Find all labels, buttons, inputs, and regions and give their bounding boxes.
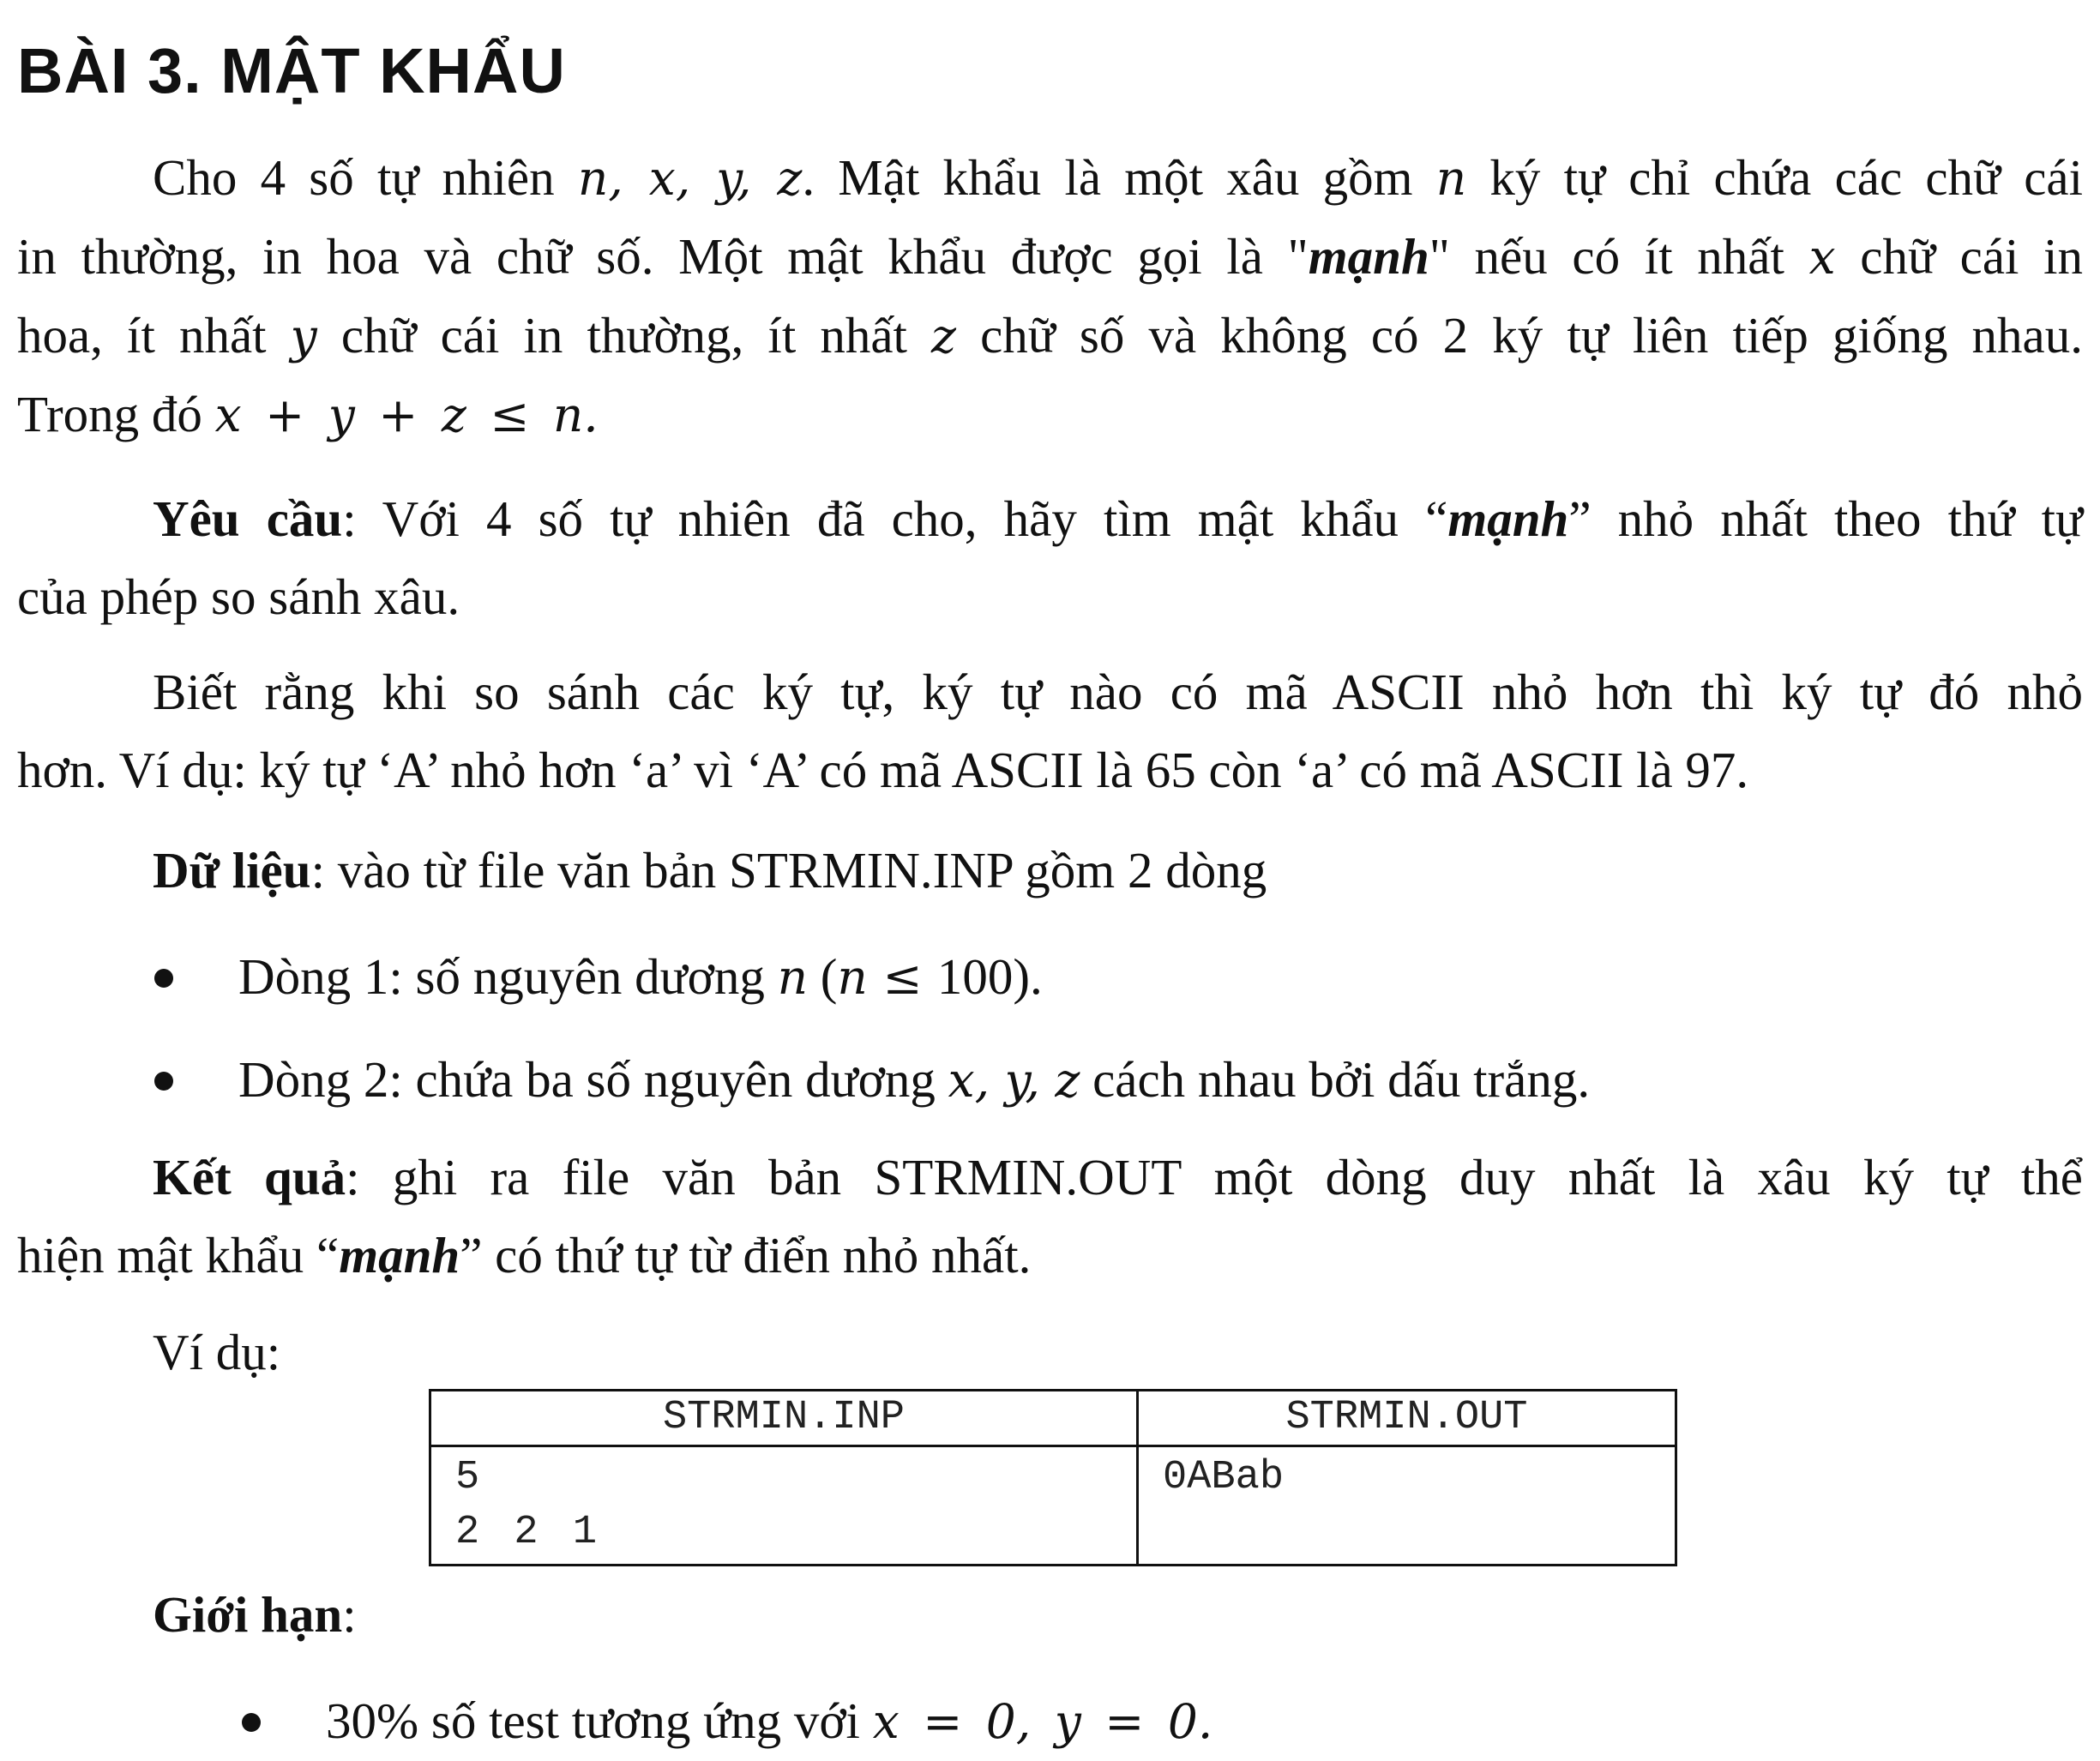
request-text: : Với 4 số tự nhiên đã cho, hãy tìm mật khẩu “ <box>342 490 1448 547</box>
note-line-2: hơn. Ví dụ: ký tự ‘A’ nhỏ hơn ‘a’ vì ‘A’ có mã ASCII là 65 còn ‘a’ có mã ASCII là 97. <box>17 742 1749 798</box>
math-inequality: n ≤ <box>837 950 937 1005</box>
table-header: STRMIN.OUT <box>1138 1391 1676 1446</box>
bullet-dot <box>154 969 173 988</box>
bullet-dot <box>154 1072 173 1091</box>
table-header: STRMIN.INP <box>430 1391 1138 1446</box>
example-label: Ví dụ: <box>153 1324 281 1380</box>
sample-io-table <box>429 1389 1677 1566</box>
limits-line <box>17 1576 2083 1654</box>
math-variable: n <box>1435 151 1467 206</box>
intro-text: . Mật khẩu là một xâu gồm <box>802 149 1436 206</box>
bullet-text-part: Dòng 1: số nguyên dương <box>238 948 778 1005</box>
intro-text: chữ cái in thường, ít nhất <box>316 307 932 364</box>
bullet-text <box>238 938 1043 1017</box>
emphasis-strong: mạnh <box>1308 228 1429 285</box>
request-line-1 <box>17 480 2083 558</box>
intro-text: " nếu có ít nhất <box>1429 228 1809 285</box>
emphasis-strong: mạnh <box>339 1227 460 1283</box>
bullet-text <box>238 1041 1590 1120</box>
input-paragraph <box>17 832 2083 910</box>
request-line-2: của phép so sánh xâu. <box>17 568 460 625</box>
output-line-2 <box>17 1217 2083 1295</box>
intro-text: Cho 4 số tự nhiên <box>153 149 578 206</box>
request-paragraph <box>17 480 2083 636</box>
bullet-text-part: Dòng 2: chứa ba số nguyên dương <box>238 1051 948 1108</box>
bullet-text-part: 100). <box>936 948 1043 1005</box>
math-variable: z <box>931 309 956 364</box>
input-label: Dữ liệu <box>153 842 311 899</box>
ascii-note-paragraph <box>17 653 2083 809</box>
input-text: : vào từ file văn bản STRMIN.INP gồm 2 dòng <box>310 842 1267 899</box>
limits-label: Giới hạn <box>153 1586 343 1643</box>
emphasis-strong: mạnh <box>1447 490 1569 547</box>
output-paragraph <box>17 1139 2083 1295</box>
math-variable: y <box>290 309 317 364</box>
bullet-text-part: ( <box>808 948 838 1005</box>
bullet-text <box>326 1682 1212 1761</box>
math-variables: n, x, y, z <box>577 151 803 206</box>
request-text: ” nhỏ nhất theo thứ tự <box>1568 490 2083 547</box>
sample-output-cell <box>1138 1446 1676 1566</box>
intro-line-3 <box>17 297 2083 376</box>
math-inequality: x + y + z ≤ n. <box>214 388 599 442</box>
bullet-dot <box>242 1713 261 1732</box>
math-variable: x <box>1808 230 1836 285</box>
output-text: : ghi ra file văn bản STRMIN.OUT một dòng duy nhất là xâu ký tự thể <box>346 1149 2083 1205</box>
output-text: ” có thứ tự từ điển nhỏ nhất. <box>460 1227 1032 1283</box>
sample-input-line: 5 <box>455 1455 480 1500</box>
intro-paragraph <box>17 139 2083 454</box>
table-row <box>430 1446 1676 1566</box>
sample-input-cell <box>430 1446 1138 1566</box>
note-line-1: Biết rằng khi so sánh các ký tự, ký tự nào có mã ASCII nhỏ hơn thì ký tự đó nhỏ <box>153 664 2083 720</box>
limits-colon: : <box>342 1586 357 1643</box>
intro-text: ký tự chỉ chứa các chữ cái <box>1466 149 2084 206</box>
intro-line-2 <box>17 218 2083 297</box>
math-condition: x = 0, y = 0. <box>872 1694 1213 1749</box>
problem-title: BÀI 3. MẬT KHẨU <box>17 35 566 106</box>
math-variable: n <box>777 950 809 1005</box>
output-label: Kết quả <box>153 1149 346 1205</box>
output-text: hiện mật khẩu “ <box>17 1227 340 1283</box>
intro-line-4 <box>17 376 2083 454</box>
output-line-1 <box>17 1139 2083 1217</box>
intro-text: chữ cái in <box>1835 228 2083 285</box>
bullet-text-part: cách nhau bởi dấu trắng. <box>1080 1051 1591 1108</box>
math-variables: x, y, z <box>948 1053 1080 1108</box>
sample-input-line: 2 2 1 <box>455 1510 598 1555</box>
bullet-text-part: 30% số test tương ứng với <box>326 1692 873 1749</box>
intro-text: in thường, in hoa và chữ số. Một mật khẩu được gọi là " <box>17 228 1309 285</box>
intro-text: hoa, ít nhất <box>17 307 291 364</box>
intro-line-1 <box>17 139 2083 218</box>
input-line <box>17 832 2083 910</box>
sample-output-line: 0ABab <box>1163 1455 1285 1500</box>
example-paragraph <box>17 1313 2083 1391</box>
table-header-row <box>430 1391 1676 1446</box>
request-label: Yêu cầu <box>153 490 343 547</box>
intro-text: Trong đó <box>17 386 215 442</box>
intro-text: chữ số và không có 2 ký tự liên tiếp giống nhau. <box>956 307 2083 364</box>
limits-paragraph <box>17 1576 2083 1654</box>
